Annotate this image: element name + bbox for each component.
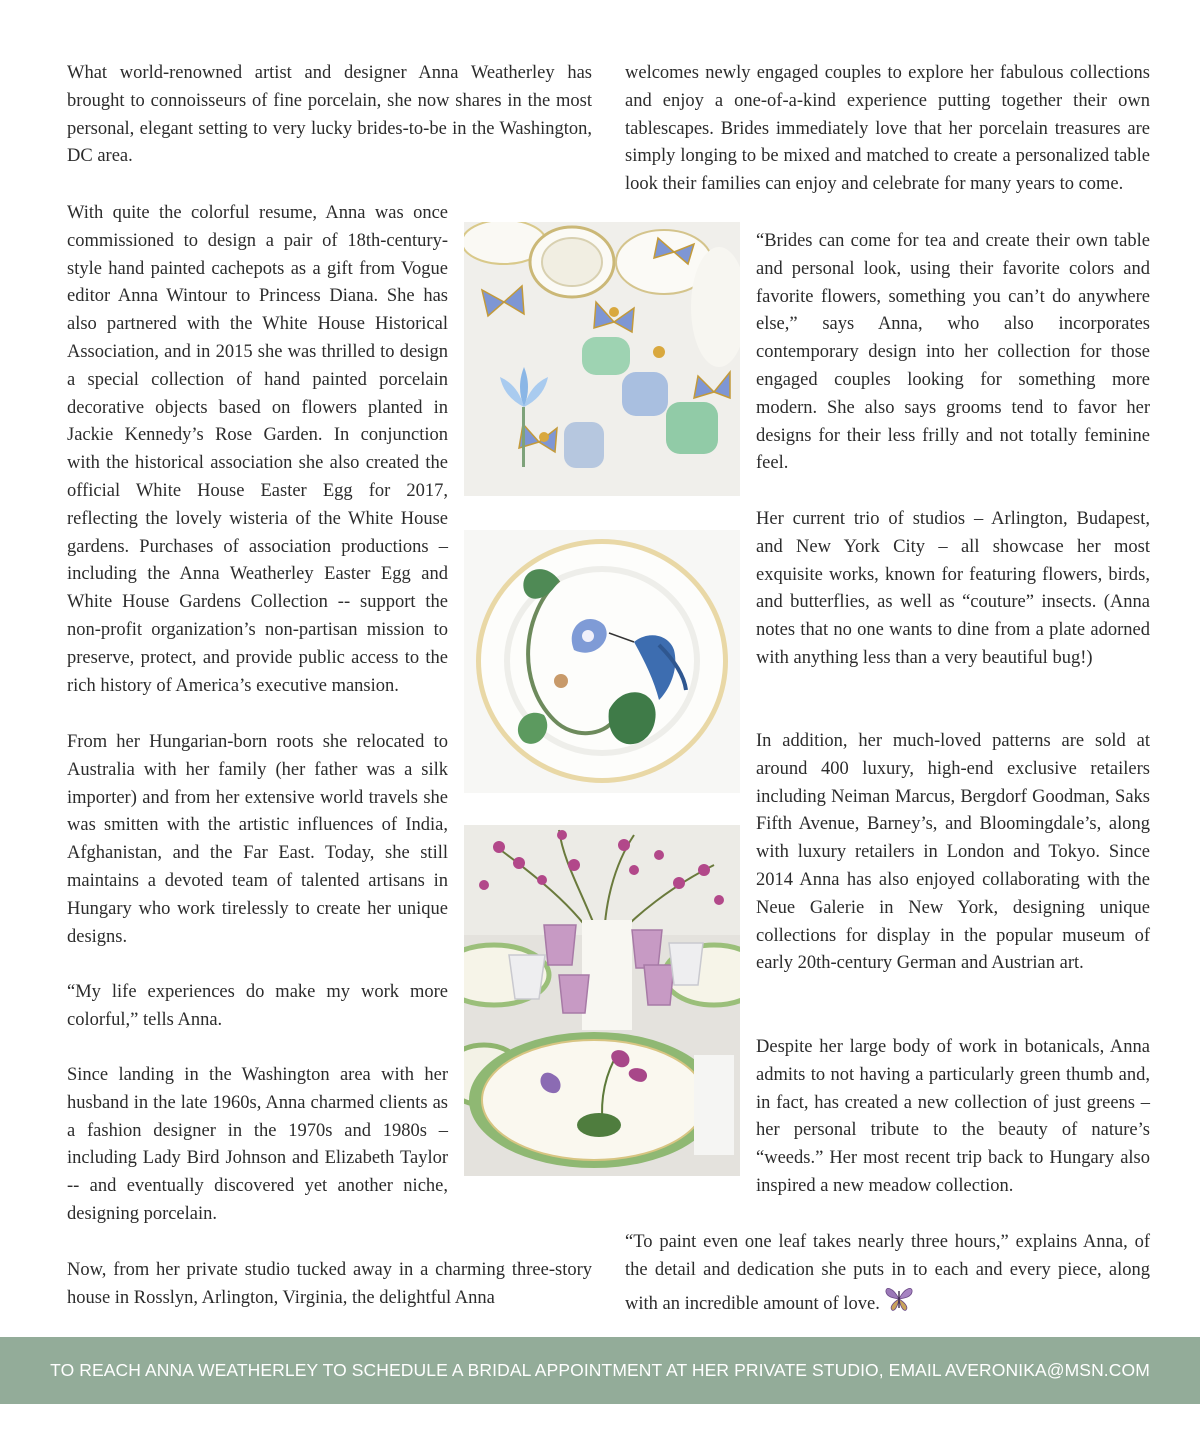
left-paragraph-roots: From her Hungarian-born roots she relocated to Australia with her family (her father was a silk importer) and from her extensive world travels she was smitten with the artistic influences of India, Afghanistan, and the Far East. Today, she still maintains a devoted team of talented artisans in Hungary who work tirelessly to create her unique designs. [67,732,448,947]
footer-contact-text: TO REACH ANNA WEATHERLEY TO SCHEDULE A BRIDAL APPOINTMENT AT HER PRIVATE STUDIO, EMAIL AVERONIKA@MSN.COM [50,1360,1150,1380]
footer-banner [0,1337,1200,1404]
right-paragraph-welcome: welcomes newly engaged couples to explore her fabulous collections and enjoy a one-of-a-kind experience putting together their own tablescapes. Brides immediately love that her porcelain treasures are simply longing to be mixed and matched to create a personalized table look their families can enjoy and celebrate for many years to come. [625,63,1150,195]
right-paragraph-brides-quote: “Brides can come for tea and create their own table and personal look, using their favorite colors and favorite flowers, something you can’t do anywhere else,” says Anna, who also incorporates contemporary design into her collection for those engaged couples looking for something more modern. She also says grooms tend to favor her designs for their less frilly and not totally feminine feel. [756,231,1150,474]
left-paragraph-resume: With quite the colorful resume, Anna was once commissioned to design a pair of 18th-century-style hand painted cachepots as a gift from Vogue editor Anna Wintour to Princess Diana. She has also partnered with the White House Historical Association, and in 2015 she was thrilled to design a special collection of hand painted porcelain decorative objects based on flowers planted in Jackie Kennedy’s Rose Garden. In conjunction with the historical association she also created the official White House Easter Egg for 2017, reflecting the lovely wisteria of the White House gardens. Purchases of association productions – including the Anna Weatherley Easter Egg and White House Gardens Collection -- support the non-profit organization’s non-partisan mission to preserve, protect, and provide public access to the rich history of America’s executive mansion. [67,203,448,696]
left-paragraph-studio: Now, from her private studio tucked away in a charming three-story house in Rosslyn, Arlington, Virginia, the delightful Anna [67,1260,592,1308]
closing-text: “To paint even one leaf takes nearly three hours,” explains Anna, of the detail and dedication she puts in to each and every piece, along with an incredible amount of love. [625,1232,1150,1314]
left-paragraph-quote: “My life experiences do make my work more colorful,” tells Anna. [67,982,448,1030]
left-paragraph-intro: What world-renowned artist and designer Anna Weatherley has brought to connoisseurs of fine porcelain, she now shares in the most personal, elegant setting to very lucky brides-to-be in the Washington, DC area. [67,63,592,167]
left-paragraph-washington: Since landing in the Washington area with her husband in the late 1960s, Anna charmed clients as a fashion designer in the 1970s and 1980s – including Lady Bird Johnson and Elizabeth Taylor -- and eventually discovered yet another niche, designing porcelain. [67,1065,448,1224]
right-paragraph-botanicals: Despite her large body of work in botanicals, Anna admits to not having a particularly green thumb and, in fact, has created a new collection of just greens – her personal tribute to the beauty of nature’s “weeds.” Her most recent trip back to Hungary also inspired a new meadow collection. [756,1037,1150,1196]
butterfly-icon [884,1285,914,1323]
right-paragraph-retailers: In addition, her much-loved patterns are sold at around 400 luxury, high-end exclusive retailers including Neiman Marcus, Bergdorf Goodman, Saks Fifth Avenue, Barney’s, and Bloomingdale’s, along with luxury retailers in London and Tokyo. Since 2014 Anna has also enjoyed collaborating with the Neue Galerie in New York, designing unique collections for display in the popular museum of early 20th-century German and Austrian art. [756,731,1150,974]
right-paragraph-studios: Her current trio of studios – Arlington, Budapest, and New York City – all showcase her most exquisite works, known for featuring flowers, birds, and butterflies, as well as “couture” insects. (Anna notes that no one wants to dine from a plate adorned with anything less than a very beautiful bug!) [756,509,1150,668]
table-setting-photo [464,825,740,1176]
hummingbird-plate-photo [464,530,740,793]
right-paragraph-closing [625,1229,1150,1322]
napkin-rings-photo [464,222,740,496]
